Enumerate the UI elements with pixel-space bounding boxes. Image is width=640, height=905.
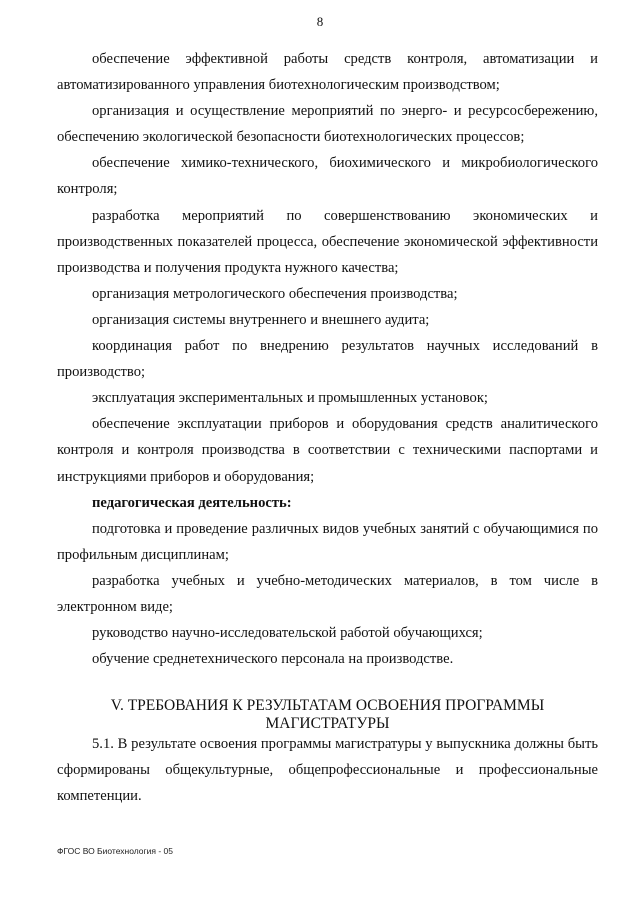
section-body: [57, 731, 598, 809]
list-item: обеспечение химико-технического, биохимического и микробиологического контроля;: [57, 155, 598, 198]
list-item: разработка мероприятий по совершенствованию экономических и производственных показателей процесса, обеспечение экономической эффективности производства и получения продукта нужного качества;: [57, 207, 598, 276]
list-item: обучение среднетехнического персонала на производстве.: [92, 651, 454, 668]
list-item: координация работ по внедрению результатов научных исследований в производство;: [57, 338, 598, 381]
list-item: разработка учебных и учебно-методических материалов, в том числе в электронном виде;: [57, 572, 598, 615]
section-title-line-2: МАГИСТРАТУРЫ: [265, 715, 390, 732]
list-item: обеспечение эффективной работы средств контроля, автоматизации и автоматизированного управления биотехнологическим производством;: [57, 51, 598, 94]
list-item: организация метрологического обеспечения производства;: [92, 285, 458, 302]
list-item: обеспечение эксплуатации приборов и оборудования средств аналитического контроля и контроля производства в соответствии с техническими паспортами и инструкциями приборов и оборудования;: [57, 416, 598, 485]
list-item: подготовка и проведение различных видов учебных занятий с обучающимися по профильным дисциплинам;: [57, 520, 598, 563]
subsection-heading: педагогическая деятельность:: [92, 494, 292, 511]
section-paragraph: 5.1. В результате освоения программы магистратуры у выпускника должны быть сформированы общекультурные, общепрофессиональные и профессиональные компетенции.: [57, 736, 598, 805]
page-number: 8: [316, 14, 324, 29]
list-item: организация и осуществление мероприятий по энерго- и ресурсосбережению, обеспечению экологической безопасности биотехнологических процессов;: [57, 103, 598, 146]
section-title-line-1: V. ТРЕБОВАНИЯ К РЕЗУЛЬТАТАМ ОСВОЕНИЯ ПРОГРАММЫ: [110, 697, 545, 714]
list-item: эксплуатация экспериментальных и промышленных установок;: [92, 390, 488, 407]
list-item: руководство научно-исследовательской работой обучающихся;: [92, 625, 483, 642]
document-body: [57, 46, 598, 672]
list-item: организация системы внутреннего и внешнего аудита;: [92, 311, 430, 328]
section-title: [57, 697, 598, 733]
page-footer: ФГОС ВО Биотехнология - 05: [57, 846, 173, 856]
